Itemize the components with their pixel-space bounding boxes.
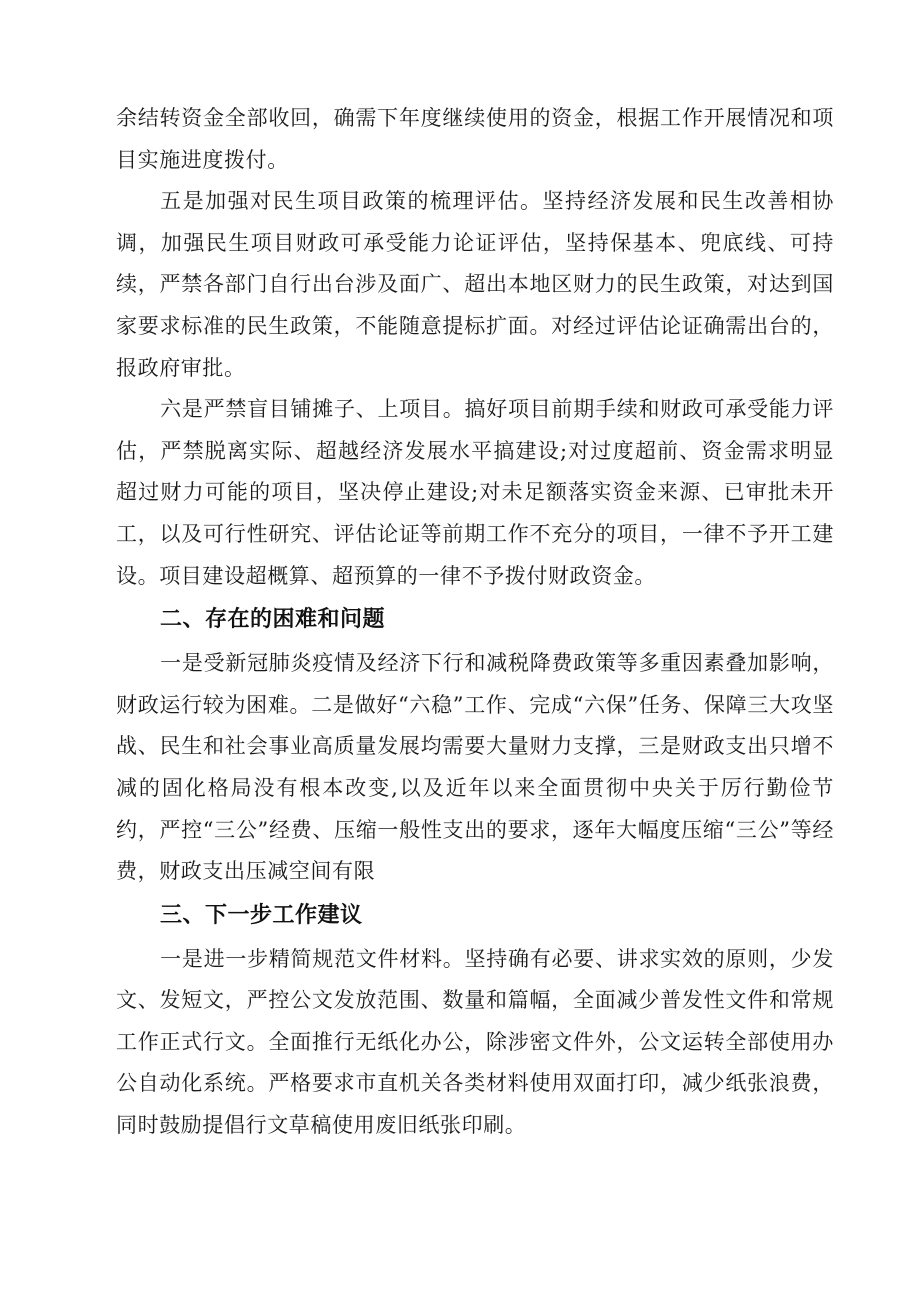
section-heading-suggestions: 三、下一步工作建议: [160, 902, 363, 928]
paragraph-point-six: 六是严禁盲目铺摊子、上项目。搞好项目前期手续和财政可承受能力评估，严禁脱离实际、超越经济发展水平搞建设;对过度超前、资金需求明显超过财力可能的项目，坚决停止建设;对未足额落实资金来源、已审批未开工，以及可行性研究、评估论证等前期工作不充分的项目，一律不予开工建设。项目建设超概算、超预算的一律不予拨付财政资金。: [116, 397, 834, 588]
paragraph-suggestion-one: 一是进一步精简规范文件材料。坚持确有必要、讲求实效的原则，少发文、发短文，严控公文发放范围、数量和篇幅，全面减少普发性文件和常规工作正式行文。全面推行无纸化办公，除涉密文件外，公文运转全部使用办公自动化系统。严格要求市直机关各类材料使用双面打印，减少纸张浪费，同时鼓励提倡行文草稿使用废旧纸张印刷。: [116, 946, 834, 1138]
paragraph-point-five: 五是加强对民生项目政策的梳理评估。坚持经济发展和民生改善相协调，加强民生项目财政可承受能力论证评估，坚持保基本、兜底线、可持续，严禁各部门自行出台涉及面广、超出本地区财力的民生政策，对达到国家要求标准的民生政策，不能随意提标扩面。对经过评估论证确需出台的，报政府审批。: [116, 189, 834, 380]
section-heading-difficulties: 二、存在的困难和问题: [160, 607, 386, 633]
document-body: [116, 98, 834, 1147]
paragraph-carryover: 余结转资金全部收回，确需下年度继续使用的资金，根据工作开展情况和项目实施进度拨付。: [116, 106, 834, 172]
paragraph-difficulties: 一是受新冠肺炎疫情及经济下行和减税降费政策等多重因素叠加影响，财政运行较为困难。二是做好“六稳”工作、完成“六保”任务、保障三大攻坚战、民生和社会事业高质量发展均需要大量财力支撑，三是财政支出只增不减的固化格局没有根本改变,以及近年以来全面贯彻中央关于厉行勤俭节约，严控“三公”经费、压缩一般性支出的要求，逐年大幅度压缩“三公”等经费，财政支出压减空间有限: [116, 651, 834, 884]
